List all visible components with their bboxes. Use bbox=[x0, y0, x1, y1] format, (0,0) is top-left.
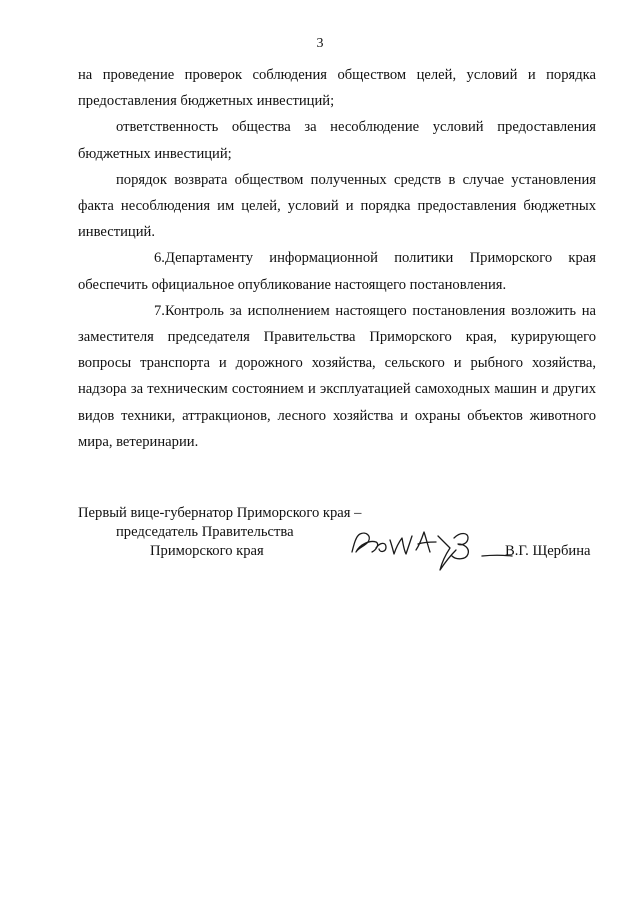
paragraph-item-7 bbox=[78, 298, 596, 455]
document-body bbox=[78, 62, 596, 455]
signature-mark bbox=[346, 514, 516, 574]
signer-title-line-3: Приморского края bbox=[150, 543, 264, 559]
item-text-7: Контроль за исполнением настоящего постановления возложить на заместителя председателя Правительства Приморского края, курирующего вопросы транспорта и дорожного хозяйства, сельского и рыбного хозяйства, надзора за техническим состоянием и эксплуатацией самоходных машин и других видов техники, аттракционов, лесного хозяйства и охраны объектов животного мира, ветеринарии. bbox=[78, 302, 596, 450]
paragraph-item-6 bbox=[78, 245, 596, 297]
page-number: 3 bbox=[316, 36, 324, 51]
signer-title-line-1: Первый вице-губернатор Приморского края – bbox=[78, 505, 362, 521]
signer-name: В.Г. Щербина bbox=[505, 543, 591, 559]
item-number-6: 6. bbox=[154, 250, 165, 267]
paragraph-refund-procedure: порядок возврата обществом полученных средств в случае установления факта несоблюдения им целей, условий и порядка предоставления бюджетных инвестиций. bbox=[78, 171, 596, 241]
paragraph-responsibility: ответственность общества за несоблюдение условий предоставления бюджетных инвестиций; bbox=[78, 119, 596, 162]
paragraph-inspections: на проведение проверок соблюдения обществом целей, условий и порядка предоставления бюджетных инвестиций; bbox=[78, 67, 596, 110]
item-text-6: Департаменту информационной политики Приморского края обеспечить официальное опубликование настоящего постановления. bbox=[78, 250, 596, 293]
signer-title-line-2: председатель Правительства bbox=[116, 524, 294, 540]
item-number-7: 7. bbox=[154, 302, 165, 319]
signature-block bbox=[78, 504, 598, 594]
